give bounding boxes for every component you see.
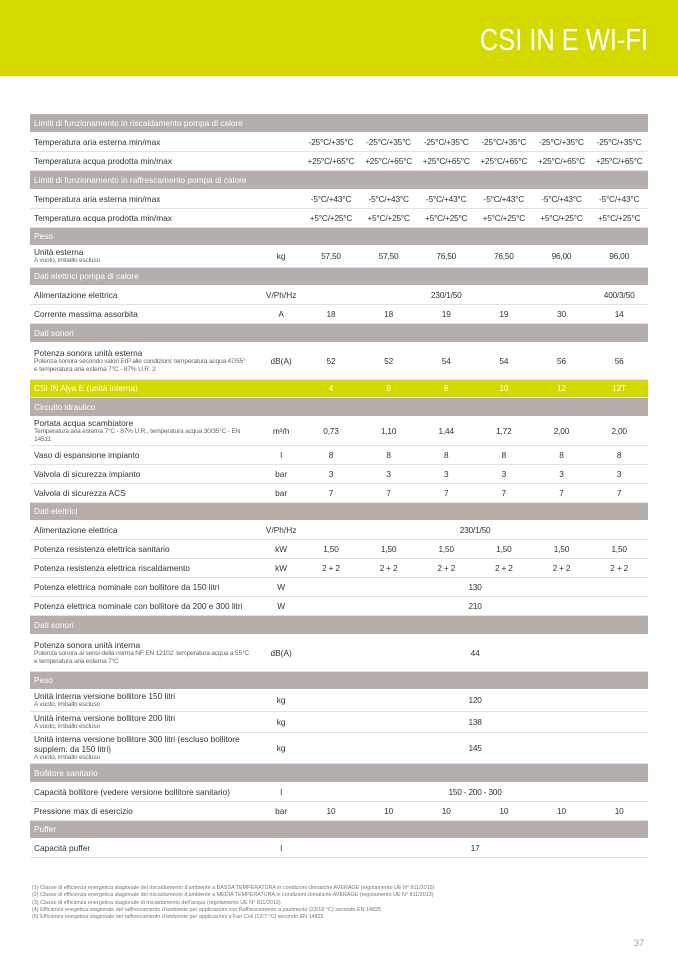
value-cell: +25°C/+65°C: [475, 152, 533, 171]
section-header: [30, 398, 648, 417]
table-row: [30, 305, 648, 324]
value-cell: +25°C/+65°C: [533, 152, 591, 171]
value-cell: 8: [417, 379, 475, 398]
value-cell: 8: [475, 445, 533, 464]
value-cell: 2 + 2: [590, 559, 648, 578]
value-cell: 2 + 2: [417, 559, 475, 578]
row-label-text: Potenza elettrica nominale con bollitore da 200 e 300 litri: [34, 601, 243, 611]
section-label: Peso: [30, 227, 648, 246]
unit-cell: A: [260, 305, 302, 324]
table-row: [30, 246, 648, 268]
unit-cell: kW: [260, 540, 302, 559]
value-cell: +25°C/+65°C: [302, 152, 360, 171]
row-label: [30, 152, 260, 171]
value-cell: 2,00: [533, 416, 591, 445]
specs-table: [30, 114, 648, 858]
row-label: [30, 445, 260, 464]
value-cell: 7: [360, 483, 418, 502]
row-label-text: Unità interna versione bollitore 300 litri (escluso bollitore supplem. da 150 litri): [34, 734, 240, 754]
unit-cell: [260, 152, 302, 171]
unit-cell: [260, 379, 302, 398]
value-cell: 3: [475, 464, 533, 483]
row-label: [30, 733, 260, 764]
row-sublabel: Potenza sonora secondo valori ErP alle condizioni: temperatura acqua 47/55°: [34, 357, 246, 365]
value-cell: 2 + 2: [302, 559, 360, 578]
row-label: [30, 782, 260, 801]
value-cell: -25°C/+35°C: [360, 133, 418, 152]
unit-cell: l: [260, 839, 302, 858]
table-row: [30, 782, 648, 801]
table-row: [30, 416, 648, 445]
table-row: [30, 189, 648, 208]
value-cell: +25°C/+65°C: [417, 152, 475, 171]
unit-cell: m³/h: [260, 416, 302, 445]
table-row: [30, 839, 648, 858]
row-label-text: Capacità bollitore (vedere versione bollitore sanitario): [34, 786, 230, 797]
row-sublabel: e temperatura aria esterna 7°C - 87% U.R. 2: [34, 365, 156, 373]
value-cell: 7: [590, 483, 648, 502]
value-cell: 2 + 2: [360, 559, 418, 578]
table-row: [30, 445, 648, 464]
unit-cell: [260, 208, 302, 227]
value-cell: 96,00: [590, 246, 648, 268]
unit-cell: bar: [260, 483, 302, 502]
row-label-text: Valvola di sicurezza ACS: [34, 487, 126, 498]
table-row: [30, 597, 648, 616]
row-label-text: Unità interna versione bollitore 200 litri: [34, 712, 176, 723]
row-label-text: Pressione max di esercizio: [34, 805, 133, 816]
value-cell: +25°C/+65°C: [360, 152, 418, 171]
value-cell: 18: [302, 305, 360, 324]
section-label: Peso: [30, 671, 648, 690]
table-row: [30, 342, 648, 379]
row-sublabel: e temperatura aria esterna 7°C: [34, 657, 119, 665]
value-cell: 130: [302, 578, 648, 597]
value-cell: 10: [533, 801, 591, 820]
unit-cell: kg: [260, 246, 302, 268]
value-cell: 44: [302, 634, 648, 671]
value-cell: 8: [533, 445, 591, 464]
row-label-text: Potenza sonora unità esterna: [34, 347, 143, 358]
value-cell: 30: [533, 305, 591, 324]
table-row: [30, 208, 648, 227]
row-sublabel: A vuoto, imballo escluso: [34, 722, 100, 730]
row-label: [30, 342, 260, 379]
value-cell: 3: [533, 464, 591, 483]
value-cell: 7: [302, 483, 360, 502]
value-cell: 1,50: [302, 540, 360, 559]
value-cell: 8: [360, 445, 418, 464]
unit-cell: V/Ph/Hz: [260, 286, 302, 305]
value-cell: 1,72: [475, 416, 533, 445]
page-number: 37: [633, 938, 644, 948]
row-label: [30, 521, 260, 540]
value-cell: 2 + 2: [533, 559, 591, 578]
unit-cell: W: [260, 597, 302, 616]
value-cell: 17: [302, 839, 648, 858]
table-row: [30, 152, 648, 171]
value-cell: 10: [475, 801, 533, 820]
value-cell: 10: [302, 801, 360, 820]
row-label: [30, 597, 260, 616]
value-cell: 19: [475, 305, 533, 324]
section-label: Limiti di funzionamento in raffrescamento pompa di calore: [30, 171, 648, 190]
value-cell: 1,50: [417, 540, 475, 559]
unit-cell: kW: [260, 559, 302, 578]
row-label: [30, 540, 260, 559]
table-row: [30, 133, 648, 152]
value-cell: 12T: [590, 379, 648, 398]
value-cell: 145: [302, 733, 648, 764]
value-cell: -5°C/+43°C: [533, 189, 591, 208]
value-cell: 7: [475, 483, 533, 502]
value-cell: 120: [302, 690, 648, 712]
value-cell: -5°C/+43°C: [475, 189, 533, 208]
row-label: [30, 839, 260, 858]
section-header: [30, 324, 648, 343]
value-cell: 54: [475, 342, 533, 379]
value-cell: 1,50: [360, 540, 418, 559]
value-cell: -25°C/+35°C: [475, 133, 533, 152]
value-cell: +5°C/+25°C: [417, 208, 475, 227]
value-cell: 57,50: [302, 246, 360, 268]
unit-cell: bar: [260, 464, 302, 483]
row-label: [30, 634, 260, 671]
value-cell: +25°C/+65°C: [590, 152, 648, 171]
row-label-text: Valvola di sicurezza impianto: [34, 468, 141, 479]
section-label: Bollitore sanitario: [30, 764, 648, 783]
section-header: [30, 114, 648, 133]
value-cell: 1,10: [360, 416, 418, 445]
value-cell: 18: [360, 305, 418, 324]
value-cell: -5°C/+43°C: [590, 189, 648, 208]
unit-cell: kg: [260, 733, 302, 764]
row-label: [30, 305, 260, 324]
row-sublabel: Temperatura aria esterna 7°C - 87% U.R., temperatura acqua 30/35°C - EN 14511: [34, 427, 241, 443]
value-cell: -25°C/+35°C: [533, 133, 591, 152]
row-label-text: Potenza resistenza elettrica riscaldamento: [34, 563, 190, 573]
value-cell: 52: [302, 342, 360, 379]
row-sublabel: A vuoto, imballo escluso: [34, 701, 100, 709]
value-cell: 400/3/50: [590, 286, 648, 305]
value-cell: 19: [417, 305, 475, 324]
value-cell: 210: [302, 597, 648, 616]
section-label: Dati sonori: [30, 324, 648, 343]
table-row: [30, 464, 648, 483]
row-label: [30, 464, 260, 483]
section-header: [30, 764, 648, 783]
row-label-text: Alimentazione elettrica: [34, 290, 118, 300]
row-label: [30, 286, 260, 305]
row-label: [30, 133, 260, 152]
row-label-text: Portata acqua scambiatore: [34, 417, 134, 428]
value-cell: 52: [360, 342, 418, 379]
row-label-text: Potenza sonora unità interna: [34, 639, 141, 650]
unit-cell: bar: [260, 801, 302, 820]
value-cell: 8: [590, 445, 648, 464]
row-label-text: Capacità puffer: [34, 843, 91, 853]
footnote: (2) Classe di efficienza energetica stagionale del riscaldamento d'ambiente a MEDIA TEMPERATURA in condizioni climatiche AVERAGE (regolamento UE N° 811/2013): [32, 892, 434, 899]
unit-cell: V/Ph/Hz: [260, 521, 302, 540]
row-label: [30, 801, 260, 820]
value-cell: 230/1/50: [302, 521, 648, 540]
table-row: [30, 690, 648, 712]
row-label-text: Corrente massima assorbita: [34, 309, 138, 319]
value-cell: 138: [302, 711, 648, 733]
row-label: [30, 189, 260, 208]
value-cell: 10: [475, 379, 533, 398]
footnote: (1) Classe di efficienza energetica stagionale del riscaldamento d'ambiente a BASSA TEMPERATURA in condizioni climatiche AVERAGE (regolamento UE N° 811/2013): [32, 885, 435, 891]
value-cell: 0,73: [302, 416, 360, 445]
section-label: Dati elettrici pompa di calore: [30, 267, 648, 286]
value-cell: 76,50: [475, 246, 533, 268]
value-cell: 12: [533, 379, 591, 398]
table-row: [30, 559, 648, 578]
value-cell: -25°C/+35°C: [302, 133, 360, 152]
table-row: [30, 578, 648, 597]
value-cell: 57,50: [360, 246, 418, 268]
row-label-text: Unità interna versione bollitore 150 litri: [34, 691, 176, 702]
section-label: Limiti di funzionamento in riscaldamento pompa di calore: [30, 114, 648, 133]
unit-cell: l: [260, 445, 302, 464]
row-sublabel: A vuoto, imballo escluso: [34, 257, 100, 265]
unit-cell: dB(A): [260, 634, 302, 671]
value-cell: +5°C/+25°C: [590, 208, 648, 227]
table-row: [30, 711, 648, 733]
value-cell: 150 - 200 - 300: [302, 782, 648, 801]
row-sublabel: A vuoto, imballo escluso: [34, 754, 100, 761]
section-header: [30, 171, 648, 190]
unit-cell: [260, 133, 302, 152]
value-cell: 3: [417, 464, 475, 483]
value-cell: 14: [590, 305, 648, 324]
value-cell: 1,50: [590, 540, 648, 559]
value-cell: 2 + 2: [475, 559, 533, 578]
page-header-band: [0, 0, 678, 76]
value-cell: 2,00: [590, 416, 648, 445]
value-cell: +5°C/+25°C: [360, 208, 418, 227]
value-cell: -5°C/+43°C: [417, 189, 475, 208]
value-cell: 7: [533, 483, 591, 502]
row-label: [30, 208, 260, 227]
row-label: [30, 690, 260, 712]
value-cell: +5°C/+25°C: [533, 208, 591, 227]
row-label-text: Temperatura aria esterna min/max: [34, 137, 161, 147]
row-label-text: Potenza elettrica nominale con bollitore da 150 litri: [34, 582, 220, 592]
value-cell: +5°C/+25°C: [302, 208, 360, 227]
table-row: [30, 521, 648, 540]
value-cell: -25°C/+35°C: [590, 133, 648, 152]
unit-cell: l: [260, 782, 302, 801]
row-label-text: CSI IN Alya E (unità interna): [34, 383, 138, 394]
value-cell: 3: [590, 464, 648, 483]
unit-cell: dB(A): [260, 342, 302, 379]
section-header: [30, 502, 648, 521]
table-row: [30, 634, 648, 671]
section-header: [30, 616, 648, 635]
value-cell: 6: [360, 379, 418, 398]
value-cell: 76,50: [417, 246, 475, 268]
table-row: [30, 483, 648, 502]
table-row: [30, 286, 648, 305]
row-sublabel: Potenza sonora ai sensi della norma NF EN 12102: temperatura acqua a 55°C: [34, 649, 249, 657]
section-label: Circuito idraulico: [30, 398, 648, 417]
footnotes: [32, 885, 434, 921]
section-header: [30, 820, 648, 839]
row-label: [30, 578, 260, 597]
value-cell: 1,44: [417, 416, 475, 445]
unit-cell: kg: [260, 690, 302, 712]
row-label: [30, 711, 260, 733]
footnote: (5) Efficienza enegetica stagionale del raffrescamento d'ambiente per applicazioni a Fan Coil (12/7 °C) secondo EN 14825: [32, 914, 324, 921]
unit-cell: W: [260, 578, 302, 597]
value-cell: 3: [302, 464, 360, 483]
row-label-text: Alimentazione elettrica: [34, 525, 118, 535]
value-cell: 3: [360, 464, 418, 483]
value-cell: -25°C/+35°C: [417, 133, 475, 152]
row-label: [30, 246, 260, 268]
section-header: [30, 227, 648, 246]
footnote: (3) Classe di efficienza energetica stagionale di riscaldamento dell'acqua (regolamento UE N° 811/2013): [32, 899, 281, 906]
section-label: Dati sonori: [30, 616, 648, 635]
value-cell: 7: [417, 483, 475, 502]
value-cell: 10: [417, 801, 475, 820]
value-cell: 230/1/50: [302, 286, 590, 305]
section-header: [30, 267, 648, 286]
row-label: [30, 483, 260, 502]
value-cell: 1,50: [475, 540, 533, 559]
table-row: [30, 733, 648, 764]
value-cell: 1,50: [533, 540, 591, 559]
row-label-text: Temperatura acqua prodotta min/max: [34, 156, 172, 166]
value-cell: 54: [417, 342, 475, 379]
footnote: (4) Efficienza enegetica stagionale del raffrescamento d'ambiente per applicazioni con Raffrescamento a pavimento (23/18 °C) secondo EN 14825: [32, 906, 381, 913]
value-cell: +5°C/+25°C: [475, 208, 533, 227]
section-header: [30, 671, 648, 690]
value-cell: -5°C/+43°C: [302, 189, 360, 208]
unit-cell: [260, 189, 302, 208]
value-cell: 56: [533, 342, 591, 379]
value-cell: -5°C/+43°C: [360, 189, 418, 208]
section-label: Dati elettrici: [30, 502, 648, 521]
table-row: [30, 801, 648, 820]
value-cell: 8: [417, 445, 475, 464]
section-label: Puffer: [30, 820, 648, 839]
value-cell: 4: [302, 379, 360, 398]
value-cell: 10: [590, 801, 648, 820]
row-label: [30, 379, 260, 398]
value-cell: 96,00: [533, 246, 591, 268]
value-cell: 8: [302, 445, 360, 464]
row-label: [30, 559, 260, 578]
model-header-row: [30, 379, 648, 398]
row-label-text: Unità esterna: [34, 247, 84, 258]
row-label-text: Temperatura aria esterna min/max: [34, 193, 161, 204]
row-label: [30, 416, 260, 445]
value-cell: 56: [590, 342, 648, 379]
row-label-text: Potenza resistenza elettrica sanitario: [34, 544, 170, 554]
table-row: [30, 540, 648, 559]
value-cell: 10: [360, 801, 418, 820]
unit-cell: kg: [260, 711, 302, 733]
row-label-text: Temperatura acqua prodotta min/max: [34, 212, 172, 223]
row-label-text: Vaso di espansione impianto: [34, 449, 140, 460]
page-title: CSI IN E WI-FI: [479, 22, 648, 57]
